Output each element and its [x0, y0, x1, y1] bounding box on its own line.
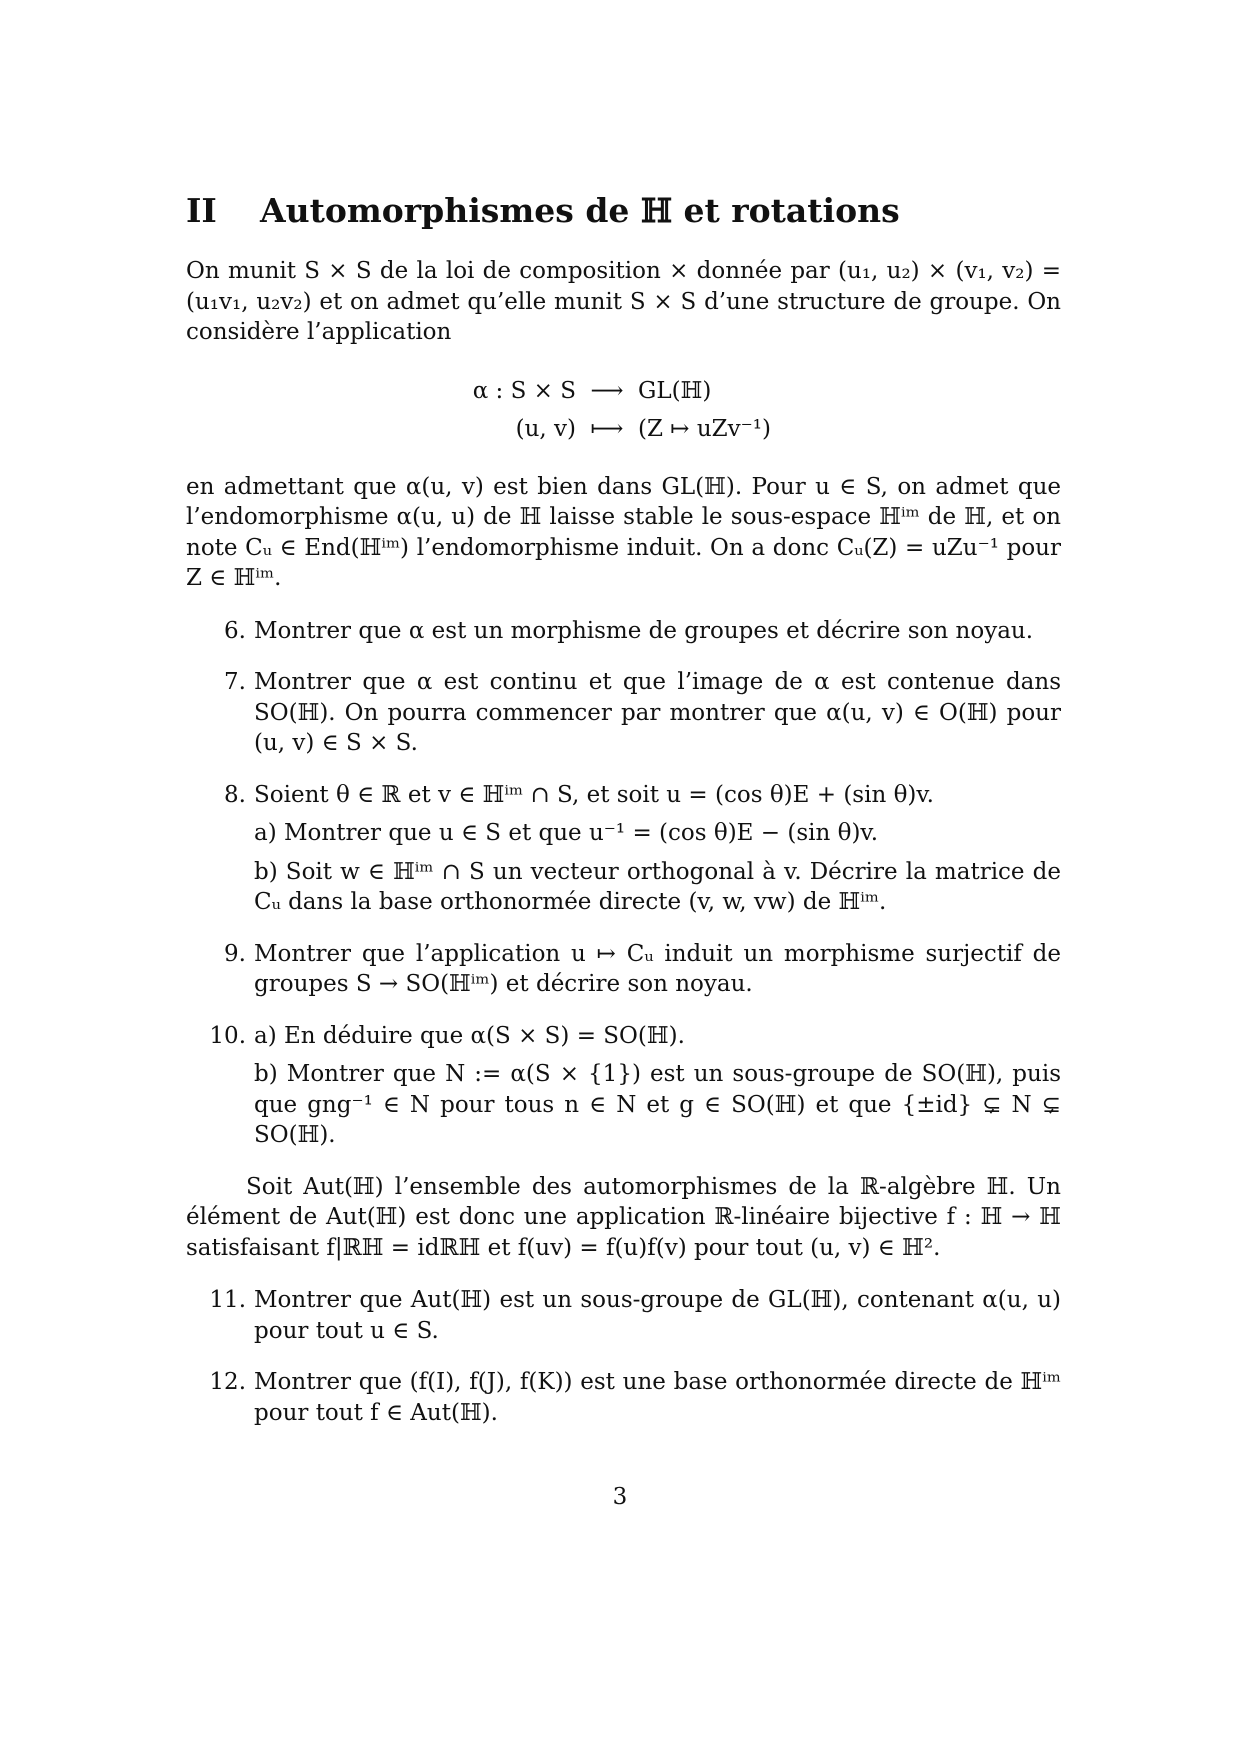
question-number: 11. — [209, 1287, 246, 1313]
question-8b: b) Soit w ∈ ℍⁱᵐ ∩ S un vecteur orthogonal à v. Décrire la matrice de Cᵤ dans la base orthonormée directe (v, w, vw) de ℍⁱᵐ. — [254, 858, 1061, 915]
page-content — [186, 191, 1061, 1449]
question-text: Montrer que α est continu et que l’image de α est contenue dans SO(ℍ). On pourra commencer par montrer que α(u, v) ∈ O(ℍ) pour (u, v) ∈ S × S. — [254, 669, 1061, 756]
map-definition-line-1 — [466, 372, 1061, 410]
question-text: Montrer que α est un morphisme de groupes et décrire son noyau. — [254, 617, 1034, 644]
section-heading — [186, 191, 1061, 236]
question-number: 6. — [224, 617, 246, 644]
map-image: (Z ↦ uZv⁻¹) — [638, 415, 771, 442]
section-title: Automorphismes de ℍ et rotations — [260, 191, 900, 230]
question-11 — [186, 1285, 1061, 1346]
map-definition-line-2 — [466, 410, 1061, 448]
question-9 — [186, 939, 1061, 1000]
map-definition — [466, 372, 1061, 448]
question-number: 9. — [224, 940, 246, 967]
map-argument: (u, v) — [515, 415, 576, 442]
question-10 — [186, 1021, 1061, 1151]
question-text: Soient θ ∈ ℝ et v ∈ ℍⁱᵐ ∩ S, et soit u = (cos θ)E + (sin θ)v. — [254, 781, 934, 808]
question-number: 10. — [209, 1022, 246, 1049]
after-display-paragraph: en admettant que α(u, v) est bien dans GL(ℍ). Pour u ∈ S, on admet que l’endomorphisme α(u, u) de ℍ laisse stable le sous-espace ℍⁱᵐ de ℍ, et on note Cᵤ ∈ End(ℍⁱᵐ) l’endomorphisme induit. On a donc Cᵤ(Z) = uZu⁻¹ pour Z ∈ ℍⁱᵐ. — [186, 473, 1061, 591]
question-text: Montrer que Aut(ℍ) est un sous-groupe de GL(ℍ), contenant α(u, u) pour tout u ∈ S. — [254, 1287, 1061, 1344]
map-domain: α : S × S — [472, 377, 576, 404]
question-text: Montrer que l’application u ↦ Cᵤ induit un morphisme surjectif de groupes S → SO(ℍⁱᵐ) et décrire son noyau. — [254, 940, 1061, 997]
section-number: II — [186, 191, 217, 230]
question-number: 12. — [209, 1369, 246, 1395]
question-10b: b) Montrer que N := α(S × {1}) est un sous-groupe de SO(ℍ), puis que gng⁻¹ ∈ N pour tous n ∈ N et g ∈ SO(ℍ) et que {±id} ⊊ N ⊊ SO(ℍ). — [254, 1061, 1061, 1148]
page-number: 3 — [612, 1484, 628, 1510]
map-codomain: GL(ℍ) — [638, 377, 712, 404]
aut-paragraph: Soit Aut(ℍ) l’ensemble des automorphismes de la ℝ-algèbre ℍ. Un élément de Aut(ℍ) est donc une application ℝ-linéaire bijective f : ℍ → ℍ satisfaisant f|ℝℍ = idℝℍ et f(uv) = f(u)f(v) pour tout (u, v) ∈ ℍ². — [186, 1173, 1061, 1261]
map-arrow: ⟶ — [590, 377, 624, 404]
question-text: Montrer que (f(I), f(J), f(K)) est une base orthonormée directe de ℍⁱᵐ pour tout f ∈ Aut(ℍ). — [254, 1369, 1061, 1426]
intro-paragraph: On munit S × S de la loi de composition × donnée par (u₁, u₂) × (v₁, v₂) = (u₁v₁, u₂v₂) et on admet qu’elle munit S × S d’une structure de groupe. On considère l’application — [186, 258, 1061, 345]
question-12 — [186, 1367, 1061, 1428]
questions-list-a — [186, 616, 1061, 1151]
question-8a: a) Montrer que u ∈ S et que u⁻¹ = (cos θ)E − (sin θ)v. — [254, 820, 879, 846]
question-number: 7. — [224, 669, 246, 695]
question-6 — [186, 616, 1061, 647]
question-10a: a) En déduire que α(S × S) = SO(ℍ). — [254, 1022, 685, 1049]
question-7 — [186, 667, 1061, 759]
questions-list-b — [186, 1285, 1061, 1428]
question-8 — [186, 780, 1061, 918]
question-number: 8. — [224, 781, 246, 808]
mapsto-arrow: ⟼ — [590, 415, 624, 442]
